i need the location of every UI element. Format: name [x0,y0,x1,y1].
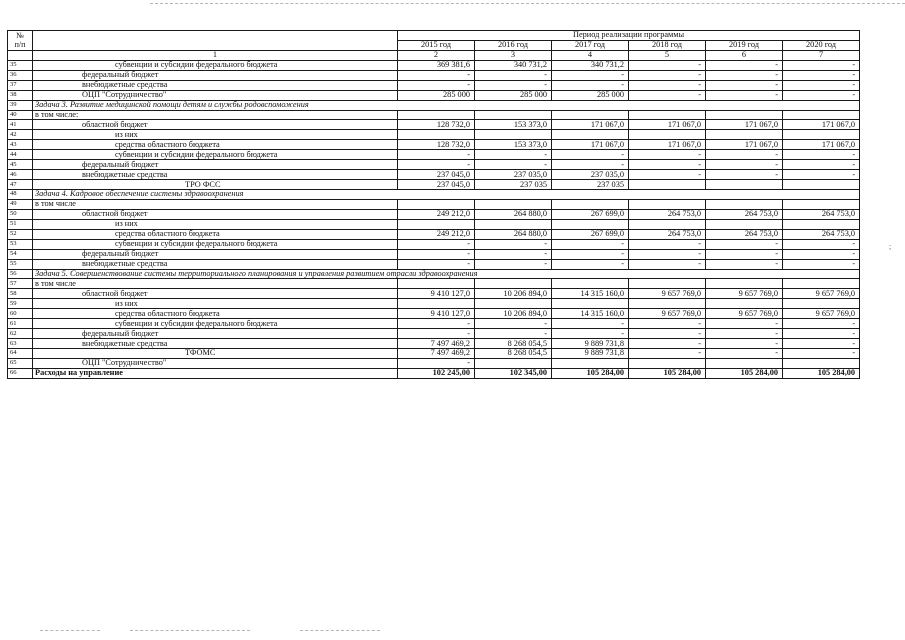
header-num-label: № [16,31,24,41]
value-cell [398,130,475,140]
row-number: 54 [8,249,33,259]
row-number: 37 [8,80,33,90]
value-cell: - [475,70,552,80]
value-cell: - [706,329,783,339]
value-cell: - [398,319,475,329]
value-cell: 14 315 160,0 [552,289,629,299]
value-cell: 237 035,0 [475,170,552,180]
row-number: 42 [8,130,33,140]
value-cell: - [706,160,783,170]
value-cell: 285 000 [398,90,475,100]
value-cell [783,180,860,190]
value-cell: 105 284,00 [783,368,860,378]
task-title: Задача 4. Кадровое обеспечение системы здравоохранения [33,190,860,200]
value-cell: - [398,160,475,170]
value-cell: - [706,80,783,90]
value-cell: 153 373,0 [475,140,552,150]
value-cell: 9 657 769,0 [629,289,706,299]
header-num-label2: п/п [14,40,26,50]
value-cell: - [629,249,706,259]
value-cell: - [783,349,860,359]
value-cell: 105 284,00 [629,368,706,378]
header-colnum: 5 [629,50,706,60]
value-cell [629,180,706,190]
value-cell [706,110,783,120]
row-number: 57 [8,279,33,289]
value-cell [783,299,860,309]
value-cell [629,279,706,289]
row-label: субвенции и субсидии федерального бюджета [33,150,398,160]
row-number: 58 [8,289,33,299]
row-label: федеральный бюджет [33,160,398,170]
table-row [8,259,860,269]
value-cell: 7 497 469,2 [398,349,475,359]
value-cell [706,219,783,229]
row-number: 36 [8,70,33,80]
budget-table-page [7,30,860,379]
table-row [8,160,860,170]
value-cell: 9 657 769,0 [629,309,706,319]
row-label: в том числе [33,279,398,289]
value-cell: - [475,329,552,339]
value-cell: - [706,150,783,160]
value-cell: 267 699,0 [552,229,629,239]
value-cell: - [783,239,860,249]
value-cell: - [552,249,629,259]
value-cell: - [552,160,629,170]
value-cell: 102 345,00 [475,368,552,378]
value-cell [783,130,860,140]
value-cell [475,130,552,140]
row-label: в том числе [33,199,398,209]
value-cell: 237 045,0 [398,180,475,190]
header-colnum: 7 [783,50,860,60]
row-label: Расходы на управление [33,368,398,378]
row-number: 44 [8,150,33,160]
header-colnum: 6 [706,50,783,60]
value-cell: - [629,80,706,90]
row-number: 35 [8,60,33,70]
value-cell: - [475,319,552,329]
task-title: Задача 5. Совершенствование системы территориального планирования и управления развитием отрасли здравоохранения [33,269,860,279]
value-cell [398,299,475,309]
task-row [8,190,860,200]
value-cell: - [475,249,552,259]
header-year: 2017 год [552,40,629,50]
value-cell: 171 067,0 [706,120,783,130]
row-label: средства областного бюджета [33,140,398,150]
table-row [8,170,860,180]
table-row [8,219,860,229]
row-number: 46 [8,170,33,180]
value-cell [629,199,706,209]
value-cell: - [783,259,860,269]
value-cell [475,199,552,209]
value-cell: - [475,150,552,160]
value-cell [475,279,552,289]
value-cell: 285 000 [475,90,552,100]
table-row [8,239,860,249]
value-cell: 9 410 127,0 [398,289,475,299]
row-number: 55 [8,259,33,269]
value-cell [398,279,475,289]
row-number: 63 [8,339,33,349]
value-cell [475,110,552,120]
value-cell: 264 753,0 [706,209,783,219]
value-cell: 171 067,0 [783,120,860,130]
value-cell [706,279,783,289]
table-row [8,229,860,239]
value-cell: 171 067,0 [706,140,783,150]
value-cell: - [629,90,706,100]
value-cell: 264 753,0 [783,229,860,239]
row-number: 52 [8,229,33,239]
value-cell [398,199,475,209]
value-cell: - [629,60,706,70]
value-cell: - [706,239,783,249]
value-cell: - [783,329,860,339]
row-label: ОЦП "Сотрудничество" [33,358,398,368]
value-cell: - [706,319,783,329]
row-label: субвенции и субсидии федерального бюджета [33,239,398,249]
value-cell: - [706,170,783,180]
table-row [8,299,860,309]
value-cell: - [629,319,706,329]
table-row [8,150,860,160]
value-cell: 237 035 [552,180,629,190]
value-cell: - [475,80,552,90]
value-cell [706,299,783,309]
value-cell [552,199,629,209]
value-cell [475,219,552,229]
value-cell [783,219,860,229]
value-cell [783,358,860,368]
value-cell: - [552,319,629,329]
value-cell: 153 373,0 [475,120,552,130]
header-name-cell [33,31,398,51]
value-cell: - [783,150,860,160]
value-cell: - [398,358,475,368]
value-cell: 264 753,0 [783,209,860,219]
row-label: федеральный бюджет [33,249,398,259]
value-cell [629,358,706,368]
value-cell: 264 880,0 [475,209,552,219]
value-cell: - [783,160,860,170]
row-number: 56 [8,269,33,279]
value-cell: 9 657 769,0 [783,289,860,299]
row-label: средства областного бюджета [33,229,398,239]
row-label: субвенции и субсидии федерального бюджета [33,60,398,70]
row-number: 65 [8,358,33,368]
value-cell [629,110,706,120]
value-cell: - [552,329,629,339]
row-number: 47 [8,180,33,190]
scan-bottom-edge [300,630,380,631]
value-cell [552,299,629,309]
table-row [8,368,860,378]
value-cell: 9 889 731,8 [552,339,629,349]
header-colnum: 2 [398,50,475,60]
value-cell [783,199,860,209]
value-cell [475,299,552,309]
value-cell: 171 067,0 [783,140,860,150]
header-period: Период реализации программы [398,31,860,41]
row-number: 39 [8,100,33,110]
row-number: 41 [8,120,33,130]
row-label: федеральный бюджет [33,329,398,339]
value-cell: - [706,70,783,80]
value-cell: 369 381,6 [398,60,475,70]
row-label: из них [33,299,398,309]
value-cell: - [706,249,783,259]
table-row [8,80,860,90]
row-label: областной бюджет [33,120,398,130]
row-label: внебюджетные средства [33,80,398,90]
table-row [8,130,860,140]
row-number: 51 [8,219,33,229]
value-cell [552,358,629,368]
value-cell: 171 067,0 [629,140,706,150]
row-label: из них [33,219,398,229]
value-cell: 285 000 [552,90,629,100]
row-label: внебюджетные средства [33,170,398,180]
header-colnum: 3 [475,50,552,60]
header-num-cell [8,31,33,51]
scan-bottom-edge [130,630,250,631]
value-cell: 10 206 894,0 [475,309,552,319]
value-cell: - [398,70,475,80]
table-row [8,180,860,190]
row-label: ТРО ФСС [33,180,398,190]
value-cell: - [783,60,860,70]
value-cell: 9 657 769,0 [783,309,860,319]
table-row [8,349,860,359]
row-label: внебюджетные средства [33,339,398,349]
value-cell [552,219,629,229]
value-cell [706,358,783,368]
table-row [8,309,860,319]
table-row [8,140,860,150]
value-cell: 128 732,0 [398,140,475,150]
value-cell: 237 035 [475,180,552,190]
row-number: 60 [8,309,33,319]
value-cell: 9 657 769,0 [706,289,783,299]
value-cell: 14 315 160,0 [552,309,629,319]
value-cell: - [783,339,860,349]
value-cell: - [629,349,706,359]
row-label: федеральный бюджет [33,70,398,80]
table-row [8,339,860,349]
value-cell [398,110,475,120]
value-cell: 171 067,0 [629,120,706,130]
task-row [8,100,860,110]
value-cell [629,299,706,309]
row-label: из них [33,130,398,140]
value-cell: 9 657 769,0 [706,309,783,319]
header-year: 2015 год [398,40,475,50]
row-label: в том числе: [33,110,398,120]
value-cell: - [629,150,706,160]
row-number: 64 [8,349,33,359]
value-cell [783,279,860,289]
table-row [8,279,860,289]
value-cell: 340 731,2 [552,60,629,70]
row-number: 49 [8,199,33,209]
value-cell: - [629,339,706,349]
value-cell: - [629,259,706,269]
header-year: 2016 год [475,40,552,50]
budget-table [7,30,860,379]
value-cell [475,358,552,368]
value-cell [783,110,860,120]
value-cell: - [398,329,475,339]
row-label: ТФОМС [33,349,398,359]
value-cell [706,180,783,190]
value-cell: - [552,259,629,269]
header-year: 2019 год [706,40,783,50]
value-cell: 249 212,0 [398,209,475,219]
table-row [8,110,860,120]
value-cell: 105 284,00 [552,368,629,378]
value-cell [398,219,475,229]
value-cell: - [475,160,552,170]
table-row [8,90,860,100]
table-row [8,289,860,299]
row-label: областной бюджет [33,289,398,299]
row-number: 59 [8,299,33,309]
header-colnum: 4 [552,50,629,60]
value-cell: 171 067,0 [552,120,629,130]
value-cell: 264 753,0 [629,229,706,239]
value-cell: - [398,150,475,160]
table-row [8,249,860,259]
row-label: ОЦП "Сотрудничество" [33,90,398,100]
row-number: 48 [8,190,33,200]
value-cell: - [629,239,706,249]
value-cell: 128 732,0 [398,120,475,130]
value-cell: - [552,239,629,249]
value-cell: - [783,249,860,259]
value-cell: - [706,349,783,359]
header-colnum: 1 [33,50,398,60]
value-cell: - [475,259,552,269]
value-cell: - [398,80,475,90]
value-cell: - [398,249,475,259]
header-colnum-empty [8,50,33,60]
value-cell: - [475,239,552,249]
value-cell: 340 731,2 [475,60,552,70]
row-number: 38 [8,90,33,100]
row-label: субвенции и субсидии федерального бюджета [33,319,398,329]
table-row [8,329,860,339]
value-cell: - [629,170,706,180]
header-row-colnums [8,50,860,60]
value-cell [552,130,629,140]
value-cell: - [706,259,783,269]
row-number: 45 [8,160,33,170]
scan-bottom-edge [40,630,100,631]
table-row [8,70,860,80]
value-cell: 237 035,0 [552,170,629,180]
value-cell: 9 410 127,0 [398,309,475,319]
value-cell: 8 268 054,5 [475,349,552,359]
row-label: областной бюджет [33,209,398,219]
value-cell: - [552,150,629,160]
header-year: 2018 год [629,40,706,50]
row-label: внебюджетные средства [33,259,398,269]
value-cell: 8 268 054,5 [475,339,552,349]
side-mark: ; [889,242,892,251]
value-cell [552,279,629,289]
value-cell: - [783,170,860,180]
row-label: средства областного бюджета [33,309,398,319]
value-cell: 237 045,0 [398,170,475,180]
table-row [8,319,860,329]
row-number: 43 [8,140,33,150]
value-cell: - [706,339,783,349]
value-cell: 7 497 469,2 [398,339,475,349]
row-number: 61 [8,319,33,329]
value-cell: 102 245,00 [398,368,475,378]
row-number: 40 [8,110,33,120]
value-cell: - [783,70,860,80]
header-row-period [8,31,860,41]
row-number: 62 [8,329,33,339]
value-cell: - [552,80,629,90]
value-cell: 264 753,0 [706,229,783,239]
value-cell [706,130,783,140]
value-cell: - [706,90,783,100]
task-row [8,269,860,279]
budget-table-body [8,60,860,378]
value-cell: - [629,160,706,170]
table-row [8,60,860,70]
task-title: Задача 3. Развитие медицинской помощи детям и службы родовспоможения [33,100,860,110]
table-row [8,199,860,209]
value-cell [552,110,629,120]
value-cell [629,219,706,229]
value-cell [629,130,706,140]
value-cell [706,199,783,209]
header-year: 2020 год [783,40,860,50]
value-cell: - [398,239,475,249]
row-number: 53 [8,239,33,249]
row-number: 66 [8,368,33,378]
value-cell: 105 284,00 [706,368,783,378]
table-row [8,120,860,130]
value-cell: 9 889 731,8 [552,349,629,359]
value-cell: 249 212,0 [398,229,475,239]
value-cell: 10 206 894,0 [475,289,552,299]
value-cell: 171 067,0 [552,140,629,150]
scan-top-edge [150,3,905,4]
value-cell: - [783,319,860,329]
table-row [8,209,860,219]
value-cell: - [398,259,475,269]
table-row [8,358,860,368]
row-number: 50 [8,209,33,219]
value-cell: - [629,70,706,80]
value-cell: - [783,80,860,90]
value-cell: 264 880,0 [475,229,552,239]
value-cell: - [629,329,706,339]
value-cell: 267 699,0 [552,209,629,219]
value-cell: 264 753,0 [629,209,706,219]
value-cell: - [783,90,860,100]
value-cell: - [552,70,629,80]
value-cell: - [706,60,783,70]
